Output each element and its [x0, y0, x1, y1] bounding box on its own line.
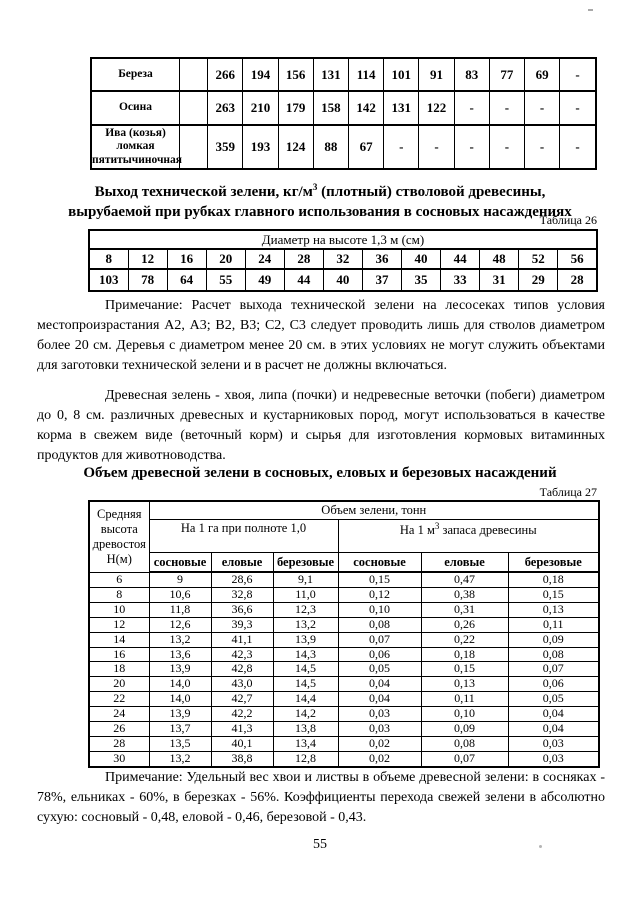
diameter-header: Диаметр на высоте 1,3 м (см) [89, 230, 597, 249]
table-row [89, 553, 599, 573]
table-cell: 36 [362, 249, 401, 269]
table-cell: 33 [441, 269, 480, 291]
table-row [89, 572, 599, 587]
table-cell: 14 [89, 632, 149, 647]
species-header-birch: березовые [273, 553, 338, 573]
table-row [89, 632, 599, 647]
table-cell: 122 [419, 91, 454, 125]
table-cell: 40,1 [211, 736, 273, 751]
table-row [89, 230, 597, 249]
table-cell: 42,7 [211, 692, 273, 707]
table-cell: 67 [348, 125, 383, 169]
table-cell: 28 [284, 249, 323, 269]
table-cell: 18 [89, 662, 149, 677]
table-cell: 0,15 [508, 587, 599, 602]
table-cell: 30 [89, 751, 149, 766]
table-cell: 29 [519, 269, 558, 291]
table-cell: 0,09 [421, 722, 508, 737]
species-header-pine: сосновые [338, 553, 421, 573]
table-cell: 266 [208, 58, 243, 91]
table-cell: 83 [454, 58, 489, 91]
table-cell: 142 [348, 91, 383, 125]
table-cell: 0,04 [338, 692, 421, 707]
species-header-spruce: еловые [211, 553, 273, 573]
table-cell: - [489, 91, 524, 125]
table-cell: 0,13 [508, 602, 599, 617]
table-cell: 13,9 [273, 632, 338, 647]
table-cell: 12,6 [149, 617, 211, 632]
table-cell: 0,08 [508, 647, 599, 662]
table-cell: 13,9 [149, 662, 211, 677]
table-cell: 13,7 [149, 722, 211, 737]
table-cell: 0,18 [508, 572, 599, 587]
table-cell: 0,03 [338, 722, 421, 737]
table-cell: 12,3 [273, 602, 338, 617]
table-cell: 40 [323, 269, 362, 291]
table-cell: 24 [245, 249, 284, 269]
table-cell: 0,06 [338, 647, 421, 662]
table-cell: 14,4 [273, 692, 338, 707]
table-cell: 52 [519, 249, 558, 269]
table-row [89, 602, 599, 617]
table-cell: 0,11 [421, 692, 508, 707]
table-cell: - [384, 125, 419, 169]
table-cell: 131 [313, 58, 348, 91]
table-row [89, 677, 599, 692]
table-cell: 24 [89, 707, 149, 722]
table-cell: Ива (козья) ломкая пятитычиночная [91, 125, 180, 169]
table-cell: 44 [284, 269, 323, 291]
table-cell: 32 [323, 249, 362, 269]
table-cell [180, 58, 208, 91]
table-cell: 14,2 [273, 707, 338, 722]
table-cell [180, 125, 208, 169]
table-cell: 0,08 [421, 736, 508, 751]
table-cell: Осина [91, 91, 180, 125]
table-26 [88, 229, 598, 292]
table-cell: Береза [91, 58, 180, 91]
species-yield-table [90, 57, 597, 170]
table-cell: 9 [149, 572, 211, 587]
table-cell: 103 [89, 269, 128, 291]
table-cell: 0,13 [421, 677, 508, 692]
table-cell: 77 [489, 58, 524, 91]
species-header-spruce: еловые [421, 553, 508, 573]
table-cell: 56 [558, 249, 597, 269]
superscript-3: 3 [434, 521, 440, 531]
table-cell: 0,04 [338, 677, 421, 692]
table-cell: 124 [278, 125, 313, 169]
table-cell: 0,22 [421, 632, 508, 647]
table-row [89, 249, 597, 269]
table26-title-line1-end: (плотный) стволовой древесины, [317, 184, 546, 200]
table-cell: - [454, 125, 489, 169]
table-row [89, 736, 599, 751]
table27-note: Примечание: Удельный вес хвои и листвы в объеме древесной зелени: в сосняках - 78%, ельниках - 60%, в березках - 56%. Коэффициенты перехода свежей зелени в абсолютно сухую: сосновый - 0,48, еловой - 0,46, березовой - 0,43. [37, 770, 605, 825]
table-cell: 64 [167, 269, 206, 291]
table-cell: - [419, 125, 454, 169]
table-cell: 0,05 [508, 692, 599, 707]
table-cell: 42,8 [211, 662, 273, 677]
table-cell: 114 [348, 58, 383, 91]
table-26-body [89, 249, 597, 291]
table-cell: 0,02 [338, 736, 421, 751]
table-cell: 0,10 [421, 707, 508, 722]
table-cell: 0,04 [508, 707, 599, 722]
table-row [89, 751, 599, 766]
table-cell: 11,0 [273, 587, 338, 602]
table-cell: 10,6 [149, 587, 211, 602]
scan-artifact-dot [588, 9, 593, 11]
table-cell: 8 [89, 587, 149, 602]
table-cell: - [560, 125, 596, 169]
table-cell: - [525, 91, 560, 125]
table-cell [180, 91, 208, 125]
volume-group-header: Объем зелени, тонн [149, 501, 599, 520]
table-cell: - [489, 125, 524, 169]
table-cell: - [454, 91, 489, 125]
table-cell: 37 [362, 269, 401, 291]
species-yield-table-body [91, 58, 596, 169]
table-cell: 14,3 [273, 647, 338, 662]
superscript-3: 3 [312, 182, 318, 192]
table-cell: 0,08 [338, 617, 421, 632]
table-cell: 0,03 [338, 707, 421, 722]
table-cell: 8 [89, 249, 128, 269]
table-cell: 88 [313, 125, 348, 169]
table-cell: 14,5 [273, 662, 338, 677]
table-cell: 11,8 [149, 602, 211, 617]
table-cell: 9,1 [273, 572, 338, 587]
table-cell: 28 [89, 736, 149, 751]
table-cell: 14,5 [273, 677, 338, 692]
table-cell: 41,1 [211, 632, 273, 647]
table-row [89, 707, 599, 722]
table27-label: Таблица 27 [539, 485, 597, 499]
table-cell: 22 [89, 692, 149, 707]
table-cell: 26 [89, 722, 149, 737]
table-cell: 0,15 [421, 662, 508, 677]
page-number: 55 [313, 837, 327, 852]
table-cell: 0,38 [421, 587, 508, 602]
table-cell: 0,07 [508, 662, 599, 677]
table-cell: 13,9 [149, 707, 211, 722]
table-cell: 43,0 [211, 677, 273, 692]
table-cell: 38,8 [211, 751, 273, 766]
table26-title [20, 177, 620, 222]
table-27 [88, 500, 600, 768]
table-cell: 193 [243, 125, 278, 169]
table-cell: 0,07 [338, 632, 421, 647]
table-row [91, 125, 596, 169]
table-cell: 28,6 [211, 572, 273, 587]
table-cell: 10 [89, 602, 149, 617]
table-cell: 13,8 [273, 722, 338, 737]
table-cell: 0,10 [338, 602, 421, 617]
table-cell: 0,05 [338, 662, 421, 677]
per-cubic-meter-header [338, 520, 599, 553]
table-27-body [89, 572, 599, 767]
table-cell: 0,18 [421, 647, 508, 662]
table27-title: Объем древесной зелени в сосновых, еловых и березовых насаждений [83, 465, 557, 481]
table-cell: 12 [89, 617, 149, 632]
table-row [91, 58, 596, 91]
table-cell: 20 [206, 249, 245, 269]
table-cell: 0,07 [421, 751, 508, 766]
table-cell: 20 [89, 677, 149, 692]
table-cell: 158 [313, 91, 348, 125]
greenery-intro-paragraph: Древесная зелень - хвоя, липа (почки) и недревесные веточки (побеги) диаметром до 0, 8 см. различных древесных и кустарниковых пород, могут использоваться в качестве корма в свежем виде (веточный корм) и сырья для изготовления кормовых витаминных продуктов для животноводства. [37, 388, 605, 463]
table-cell: 13,2 [273, 617, 338, 632]
per-cubic-meter-text-end: запаса древесины [439, 523, 537, 538]
table-cell: 210 [243, 91, 278, 125]
table-cell: - [525, 125, 560, 169]
species-header-pine: сосновые [149, 553, 211, 573]
table-row [89, 520, 599, 553]
table-row [89, 647, 599, 662]
table-cell: 28 [558, 269, 597, 291]
table-row [89, 501, 599, 520]
table-cell: 13,6 [149, 647, 211, 662]
table-cell: 14,0 [149, 677, 211, 692]
table-cell: 0,26 [421, 617, 508, 632]
height-column-header: Средняя высота древостоя Н(м) [89, 501, 149, 572]
table-cell: 131 [384, 91, 419, 125]
table-cell: 40 [402, 249, 441, 269]
table-cell: 35 [402, 269, 441, 291]
table-row [89, 662, 599, 677]
table-cell: 0,12 [338, 587, 421, 602]
table-cell: 0,02 [338, 751, 421, 766]
table-row [89, 722, 599, 737]
table-row [89, 587, 599, 602]
table26-title-line2: вырубаемой при рубках главного использования в сосновых насаждениях [68, 204, 572, 220]
table-cell: 31 [480, 269, 519, 291]
table26-note: Примечание: Расчет выхода технической зелени на лесосеках типов условия местопроизрастания А2, А3; В2, В3; С2, С3 следует проводить лишь для стволов диаметром более 20 см. Деревья с диаметром менее 20 см. в этих условиях не могут служить объектами для заготовки технической зелени и в расчет не должны включаться. [37, 298, 605, 373]
table-cell: 359 [208, 125, 243, 169]
table-cell: 13,4 [273, 736, 338, 751]
per-hectare-header: На 1 га при полноте 1,0 [149, 520, 338, 553]
table-cell: 69 [525, 58, 560, 91]
table26-label: Таблица 26 [539, 213, 597, 227]
table-cell: 14,0 [149, 692, 211, 707]
table-cell: 156 [278, 58, 313, 91]
table-cell: 263 [208, 91, 243, 125]
table-cell: 91 [419, 58, 454, 91]
table-cell: 39,3 [211, 617, 273, 632]
table-cell: 13,2 [149, 751, 211, 766]
table-cell: 101 [384, 58, 419, 91]
table-cell: 42,2 [211, 707, 273, 722]
table-cell: 13,2 [149, 632, 211, 647]
table-cell: 16 [89, 647, 149, 662]
table-cell: 32,8 [211, 587, 273, 602]
table-cell: 179 [278, 91, 313, 125]
table-cell: 0,47 [421, 572, 508, 587]
table-cell: 42,3 [211, 647, 273, 662]
table-cell: 0,09 [508, 632, 599, 647]
table-cell: 0,04 [508, 722, 599, 737]
table-cell: 0,03 [508, 751, 599, 766]
table-cell: 0,06 [508, 677, 599, 692]
table-cell: 0,11 [508, 617, 599, 632]
table-cell: 16 [167, 249, 206, 269]
table-cell: 0,31 [421, 602, 508, 617]
table-cell: 12,8 [273, 751, 338, 766]
table-cell: - [560, 58, 596, 91]
table-cell: 0,15 [338, 572, 421, 587]
table-cell: 55 [206, 269, 245, 291]
table-cell: - [560, 91, 596, 125]
table-cell: 49 [245, 269, 284, 291]
table-row [89, 617, 599, 632]
table-cell: 12 [128, 249, 167, 269]
table-cell: 36,6 [211, 602, 273, 617]
per-cubic-meter-text: На 1 м [399, 523, 435, 538]
table-cell: 41,3 [211, 722, 273, 737]
species-header-birch: березовые [508, 553, 599, 573]
table-cell: 48 [480, 249, 519, 269]
table-row [91, 91, 596, 125]
table-cell: 44 [441, 249, 480, 269]
table-cell: 0,03 [508, 736, 599, 751]
table-cell: 78 [128, 269, 167, 291]
table-row [89, 269, 597, 291]
table-cell: 6 [89, 572, 149, 587]
table-cell: 194 [243, 58, 278, 91]
table26-title-line1: Выход технической зелени, кг/м [94, 184, 313, 200]
table-cell: 13,5 [149, 736, 211, 751]
table-row [89, 692, 599, 707]
